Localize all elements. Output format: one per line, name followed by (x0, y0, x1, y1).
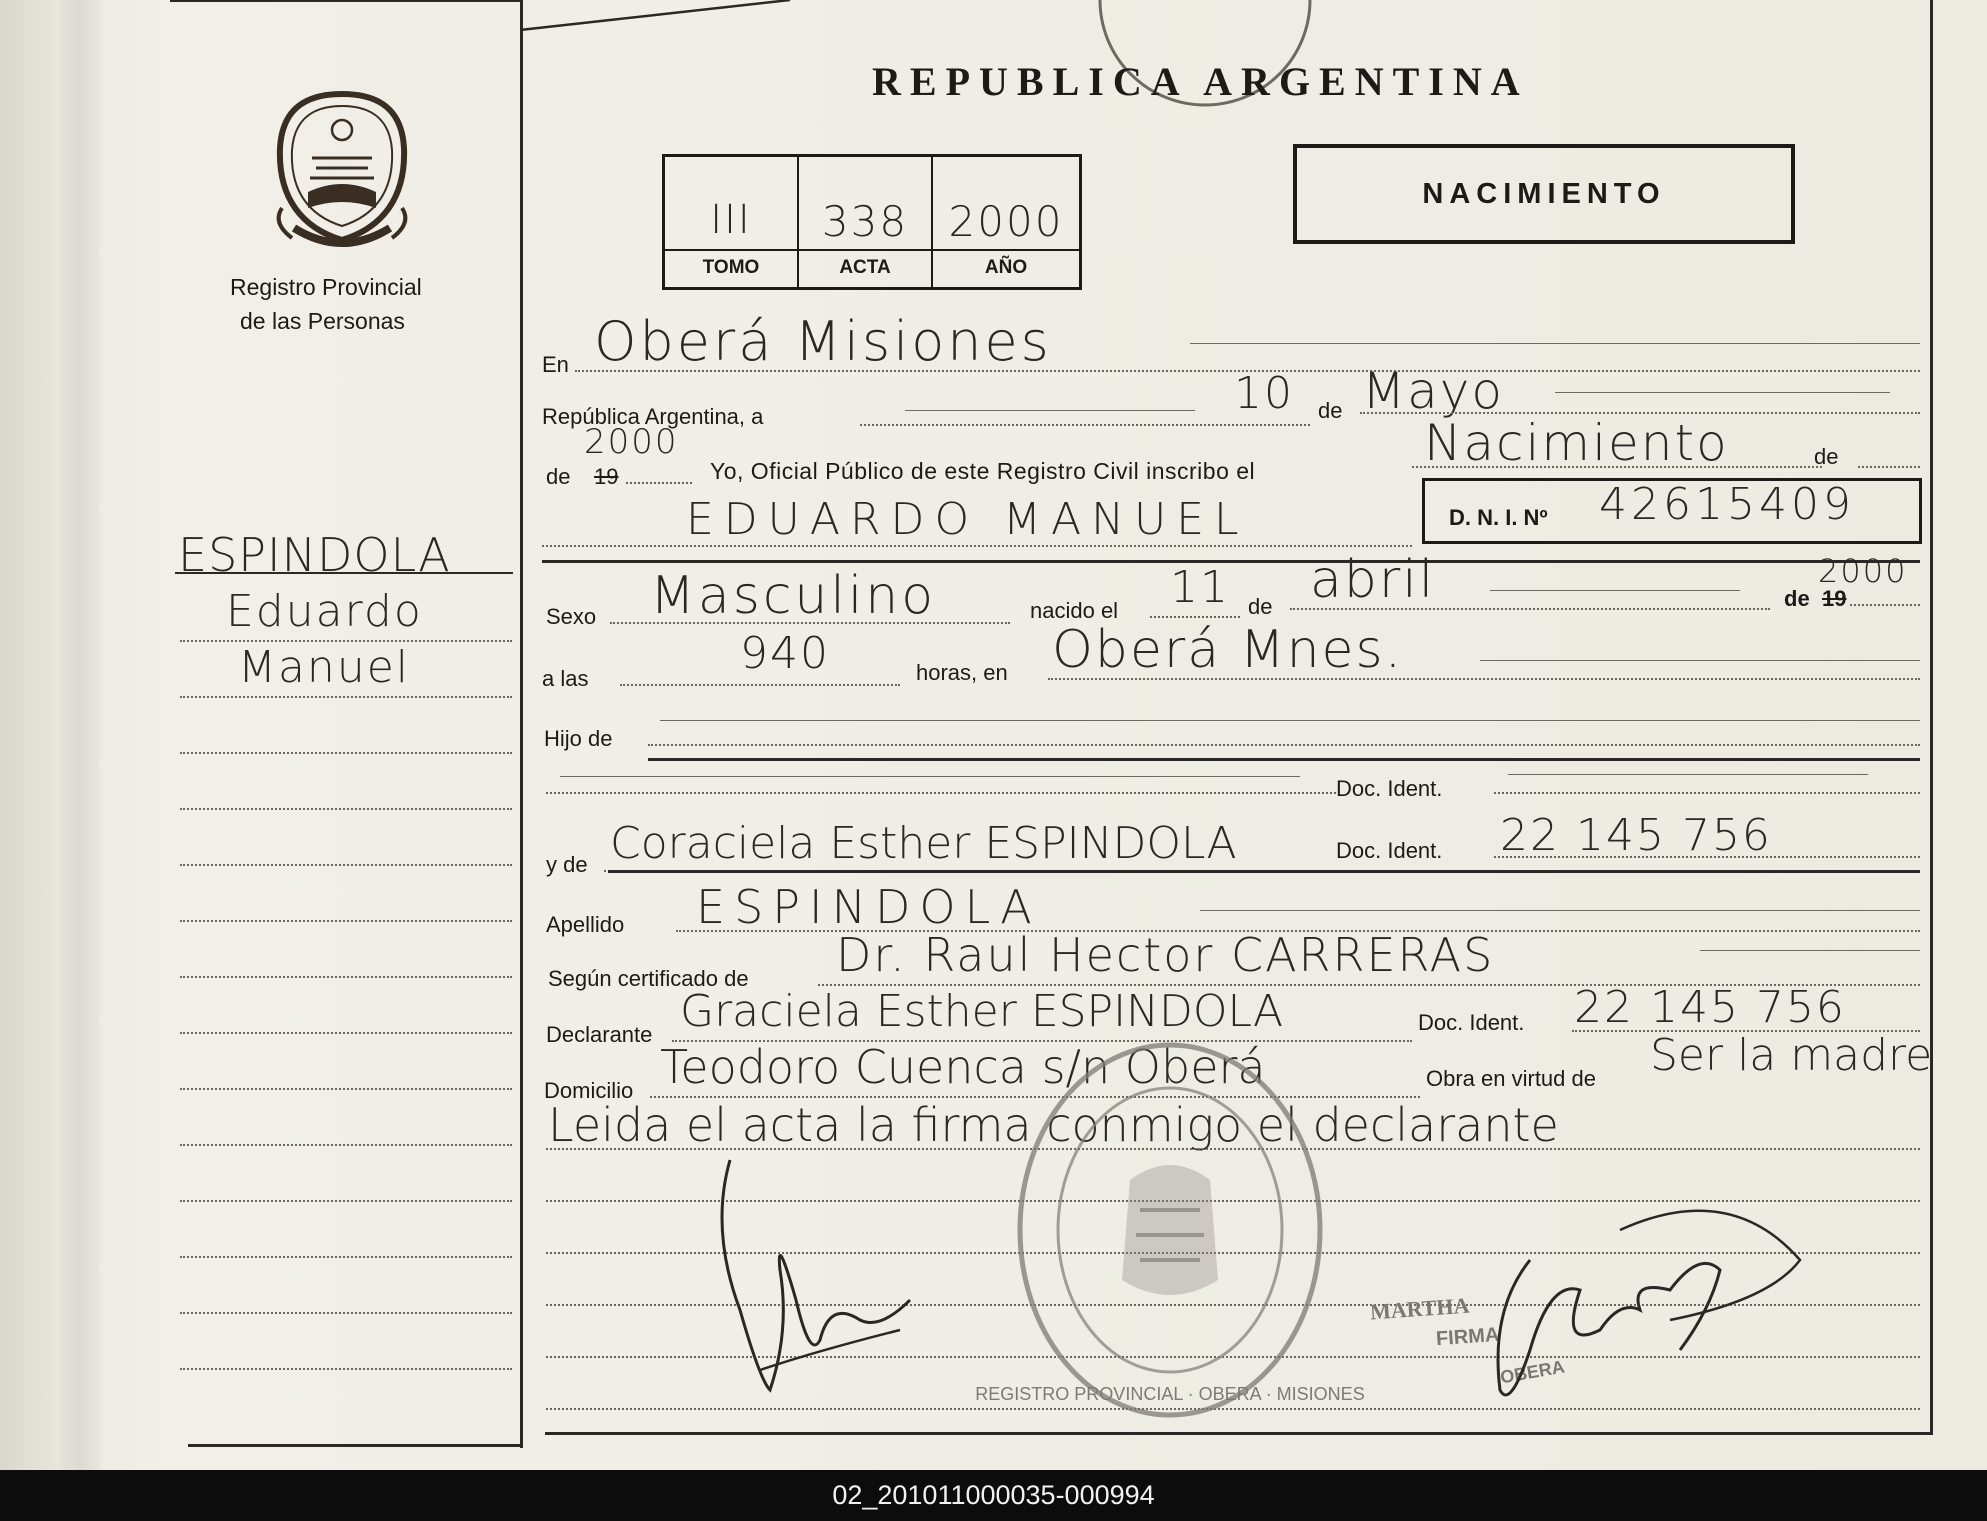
act-dots (1412, 466, 1822, 468)
birth-place-fill-line (1480, 660, 1920, 661)
birth-time-dots (620, 684, 900, 686)
right-page-edge (1930, 0, 1933, 1435)
officer-stamp-name: MARTHA (1369, 1292, 1471, 1325)
officer-stamp-office: OBERA (1498, 1356, 1567, 1388)
top-seal-fragment (500, 0, 1400, 60)
act-type-label: NACIMIENTO (1422, 178, 1666, 210)
mother-doc-ident-label: Doc. Ident. (1336, 838, 1443, 863)
father-doc-value-dots (1494, 792, 1920, 794)
margin-ruled-line (180, 976, 512, 978)
month-value: Mayo (1362, 362, 1504, 420)
year-de-label: de (546, 464, 571, 489)
section-rule-3 (608, 870, 1920, 873)
file-id-bar (0, 1470, 1987, 1521)
declarante-doc-ident-label: Doc. Ident. (1418, 1010, 1525, 1035)
birth-place-value: Oberá Mnes. (1052, 620, 1404, 680)
margin-ruled-line (180, 1088, 512, 1090)
apellido-label: Apellido (546, 912, 625, 937)
tomo-value: III (710, 197, 752, 243)
declarant-signature (700, 1150, 940, 1400)
mother-name-value: Coraciela Esther ESPINDOLA (610, 818, 1237, 869)
birth-year-printed-prefix: 19 (1822, 586, 1847, 611)
mother-doc-value: 22 145 756 (1500, 810, 1772, 861)
birth-month-fill-line (1490, 590, 1740, 591)
margin-surname-underline (175, 572, 513, 574)
father-doc-value-fill-line (1508, 774, 1868, 775)
margin-given-name-2: Manuel (238, 642, 410, 693)
birth-day-value: 11 (1170, 562, 1230, 613)
left-column-divider (520, 0, 523, 1448)
birth-month-de-label: de (1248, 594, 1273, 619)
certificado-value: Dr. Raul Hector CARRERAS (836, 928, 1495, 982)
place-fill-line (1190, 343, 1920, 344)
official-round-seal (975, 1020, 1365, 1440)
child-name-value: EDUARDO MANUEL (686, 494, 1249, 545)
tomo-label: TOMO (702, 257, 760, 278)
father-doc-dots (546, 792, 1336, 794)
birth-month-value: abril (1310, 550, 1436, 610)
birth-year-written-value: 2000 (1818, 552, 1908, 590)
place-value: Oberá Misiones (594, 310, 1052, 373)
act-type-box (1293, 144, 1795, 244)
margin-given-name-1: Eduardo (226, 586, 423, 637)
father-doc-fill-line (560, 776, 1300, 777)
margin-ruled-line (180, 1256, 512, 1258)
republic-label: República Argentina, a (542, 404, 764, 429)
birth-month-dots (1290, 608, 1770, 610)
registry-name-line2: de las Personas (240, 308, 405, 334)
tomo-cell (665, 157, 799, 287)
day-fill-line (905, 410, 1195, 411)
margin-ruled-line (180, 696, 512, 698)
hijo-de-dots (648, 744, 1920, 746)
birth-year-dots (1850, 604, 1920, 606)
declarante-value: Graciela Esther ESPINDOLA (680, 986, 1284, 1037)
margin-ruled-line (180, 1312, 512, 1314)
officer-stamp-firma: FIRMA (1435, 1323, 1500, 1351)
year-printed-prefix: 19 (594, 464, 619, 489)
day-dots (860, 424, 1310, 426)
sexo-dots (610, 622, 1010, 624)
margin-ruled-line (180, 1200, 512, 1202)
mother-doc-dots (1494, 856, 1920, 858)
left-bottom-rule (188, 1444, 522, 1447)
father-doc-ident-label: Doc. Ident. (1336, 776, 1443, 801)
dni-label: D. N. I. Nº (1449, 505, 1548, 530)
obra-value: Ser la madre (1650, 1030, 1933, 1081)
year-dots (626, 482, 692, 484)
birth-year-de-label: de (1784, 586, 1810, 611)
obra-label: Obra en virtud de (1426, 1066, 1596, 1091)
birth-time-value: 940 (740, 628, 830, 679)
act-written-value: Nacimiento (1424, 414, 1729, 472)
certificado-fill-line (1700, 950, 1920, 951)
nacido-label: nacido el (1030, 598, 1119, 623)
margin-ruled-line (180, 808, 512, 810)
margin-ruled-line (180, 920, 512, 922)
official-statement: Yo, Oficial Público de este Registro Civil inscribo el (710, 458, 1256, 484)
dni-value: 42615409 (1599, 479, 1855, 530)
section-rule-1 (542, 560, 1920, 563)
left-top-rule (170, 0, 522, 2)
acta-label: ACTA (839, 257, 891, 278)
apellido-fill-line (1200, 910, 1920, 911)
document-title: REPUBLICA ARGENTINA (872, 59, 1529, 104)
day-value: 10 (1234, 368, 1294, 419)
record-number-box (662, 154, 1082, 290)
misiones-coat-of-arms-icon (272, 88, 412, 248)
page-fold (60, 0, 100, 1470)
closing-line: Leida el acta la firma conmigo el declarante (548, 1098, 1559, 1152)
certificado-label: Según certificado de (548, 966, 749, 991)
record-box-divider (665, 249, 1079, 251)
horas-label: horas, en (916, 660, 1008, 685)
domicilio-value: Teodoro Cuenca s/n Oberá (660, 1040, 1266, 1094)
act-de-dots (1858, 466, 1920, 468)
a-las-label: a las (542, 666, 589, 691)
sexo-value: Masculino (650, 566, 937, 626)
dni-box (1422, 478, 1922, 544)
file-id-label: 02_201011000035-000994 (832, 1480, 1155, 1510)
hijo-de-label: Hijo de (544, 726, 613, 751)
child-name-dots (542, 545, 1412, 547)
birth-place-dots (1048, 678, 1920, 680)
section-rule-2 (648, 758, 1920, 761)
margin-ruled-line (180, 864, 512, 866)
acta-cell (799, 157, 933, 287)
month-de-label: de (1318, 398, 1343, 423)
sexo-label: Sexo (546, 604, 597, 629)
y-de-label: y de (546, 852, 588, 877)
declarante-label: Declarante (546, 1022, 653, 1047)
month-fill-line (1555, 392, 1890, 393)
acta-value: 338 (821, 197, 909, 246)
hijo-de-fill-line (660, 720, 1920, 721)
margin-ruled-line (180, 640, 512, 642)
seal-text: REGISTRO PROVINCIAL · OBERA · MISIONES (975, 1384, 1365, 1404)
anio-value: 2000 (948, 197, 1064, 246)
declarante-doc-value: 22 145 756 (1574, 982, 1846, 1033)
margin-ruled-line (180, 752, 512, 754)
anio-cell (933, 157, 1079, 287)
year-written-value: 2000 (584, 422, 679, 462)
margin-surname: ESPINDOLA (178, 528, 451, 582)
anio-label: AÑO (984, 257, 1028, 278)
registry-name-line1: Registro Provincial (230, 274, 422, 300)
domicilio-label: Domicilio (544, 1078, 634, 1103)
en-label: En (542, 352, 569, 377)
margin-ruled-line (180, 1368, 512, 1370)
act-de-label: de (1814, 444, 1839, 469)
apellido-value: ESPINDOLA (696, 880, 1041, 934)
birth-day-dots (1150, 616, 1240, 618)
officer-signature (1470, 1190, 1810, 1430)
margin-ruled-line (180, 1144, 512, 1146)
margin-ruled-line (180, 1032, 512, 1034)
